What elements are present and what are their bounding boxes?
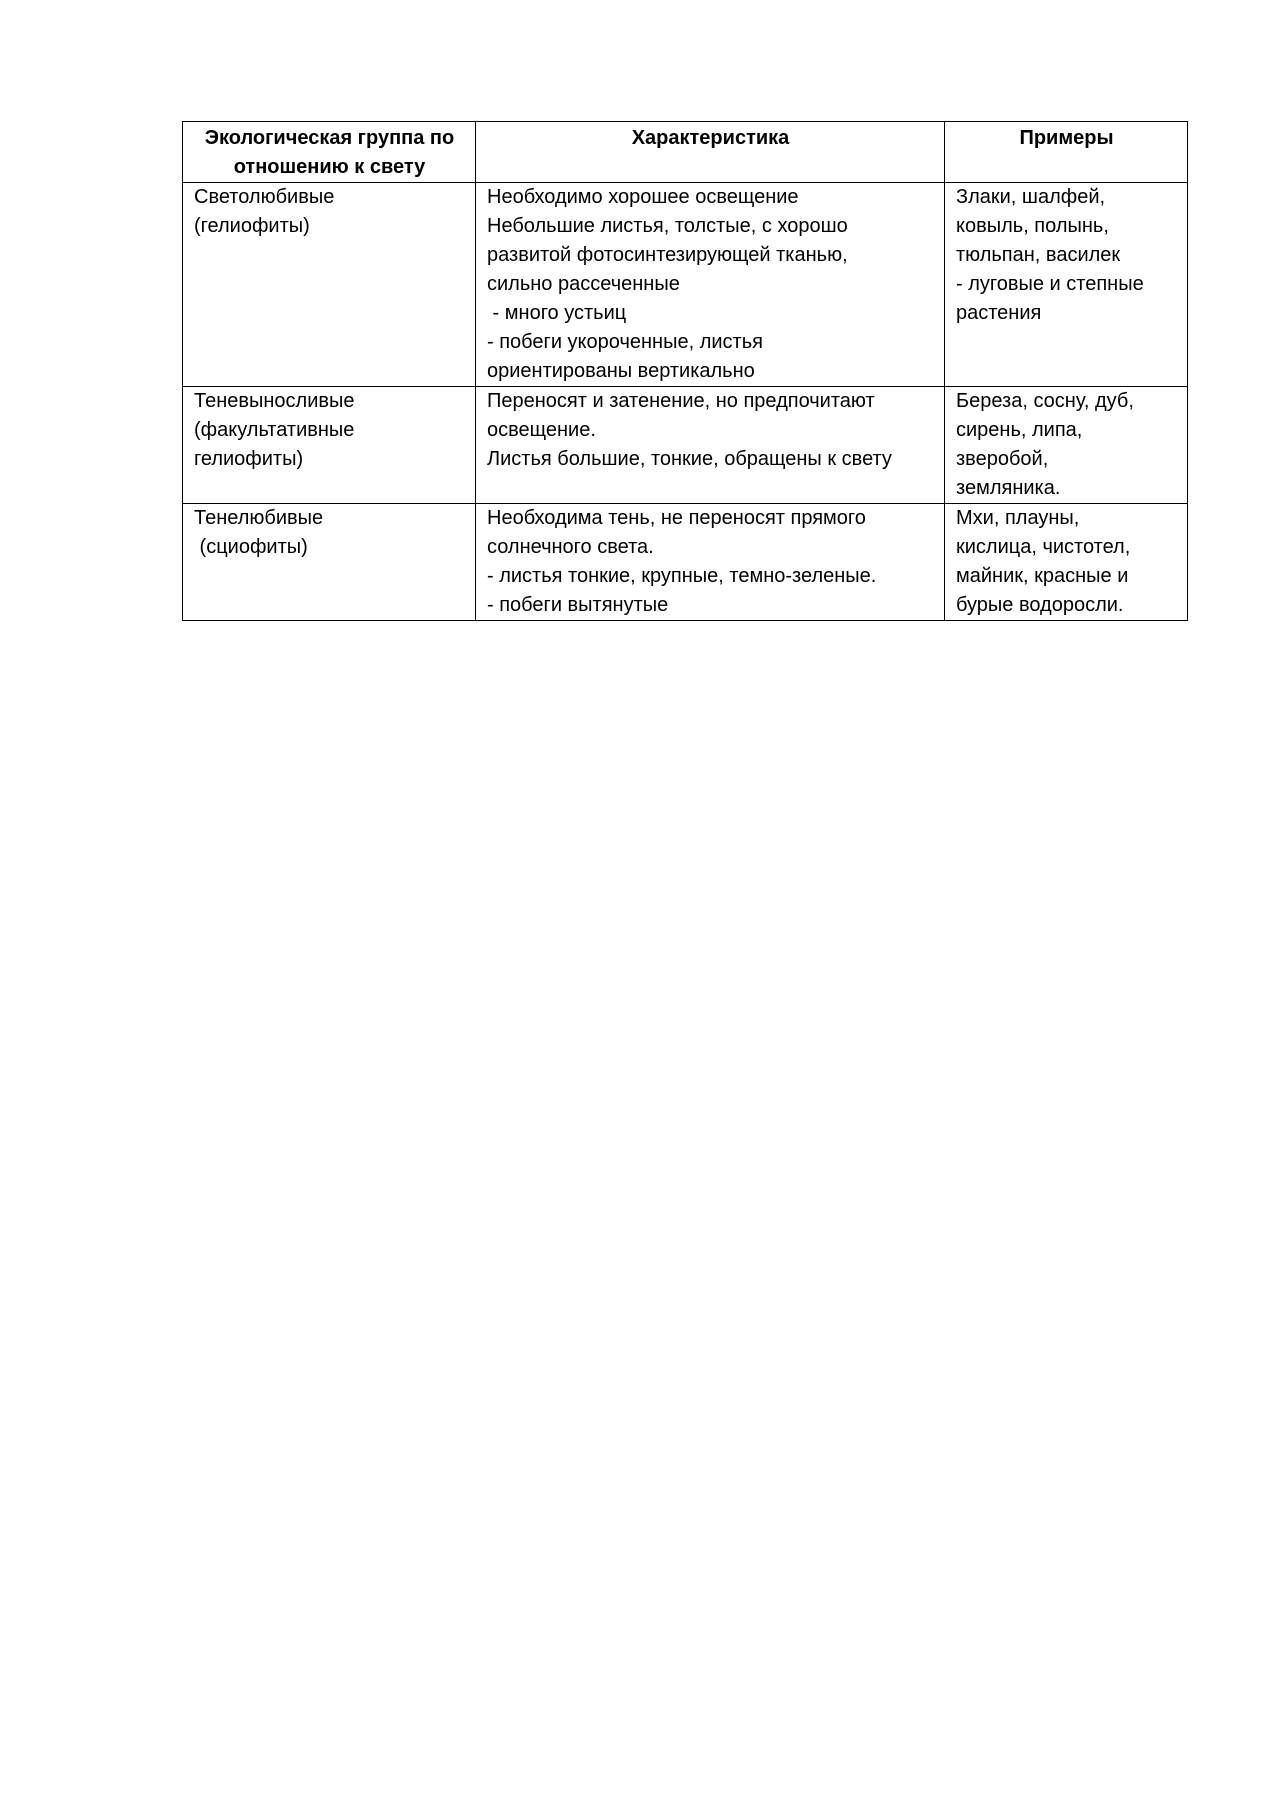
header-examples: Примеры (945, 122, 1188, 183)
header-characteristic: Характеристика (476, 122, 945, 183)
cell-characteristic: Переносят и затенение, но предпочитают освещение. Листья большие, тонкие, обращены к свету (476, 387, 945, 504)
table-row (183, 504, 1188, 621)
table-row (183, 183, 1188, 387)
table-header-row (183, 122, 1188, 183)
cell-characteristic: Необходима тень, не переносят прямого солнечного света. - листья тонкие, крупные, темно-зеленые. - побеги вытянутые (476, 504, 945, 621)
cell-group: Тенелюбивые (сциофиты) (183, 504, 476, 621)
table-row (183, 387, 1188, 504)
cell-characteristic: Необходимо хорошее освещение Небольшие листья, толстые, с хорошо развитой фотосинтезирующей тканью, сильно рассеченные - много устьиц - побеги укороченные, листья ориентированы вертикально (476, 183, 945, 387)
cell-group: Теневыносливые (факультативные гелиофиты) (183, 387, 476, 504)
cell-examples: Мхи, плауны, кислица, чистотел, майник, красные и бурые водоросли. (945, 504, 1188, 621)
cell-group: Светолюбивые (гелиофиты) (183, 183, 476, 387)
cell-examples: Береза, сосну, дуб, сирень, липа, зверобой, земляника. (945, 387, 1188, 504)
ecology-light-table (182, 121, 1188, 621)
header-ecological-group: Экологическая группа по отношению к свету (183, 122, 476, 183)
cell-examples: Злаки, шалфей, ковыль, полынь, тюльпан, василек - луговые и степные растения (945, 183, 1188, 387)
